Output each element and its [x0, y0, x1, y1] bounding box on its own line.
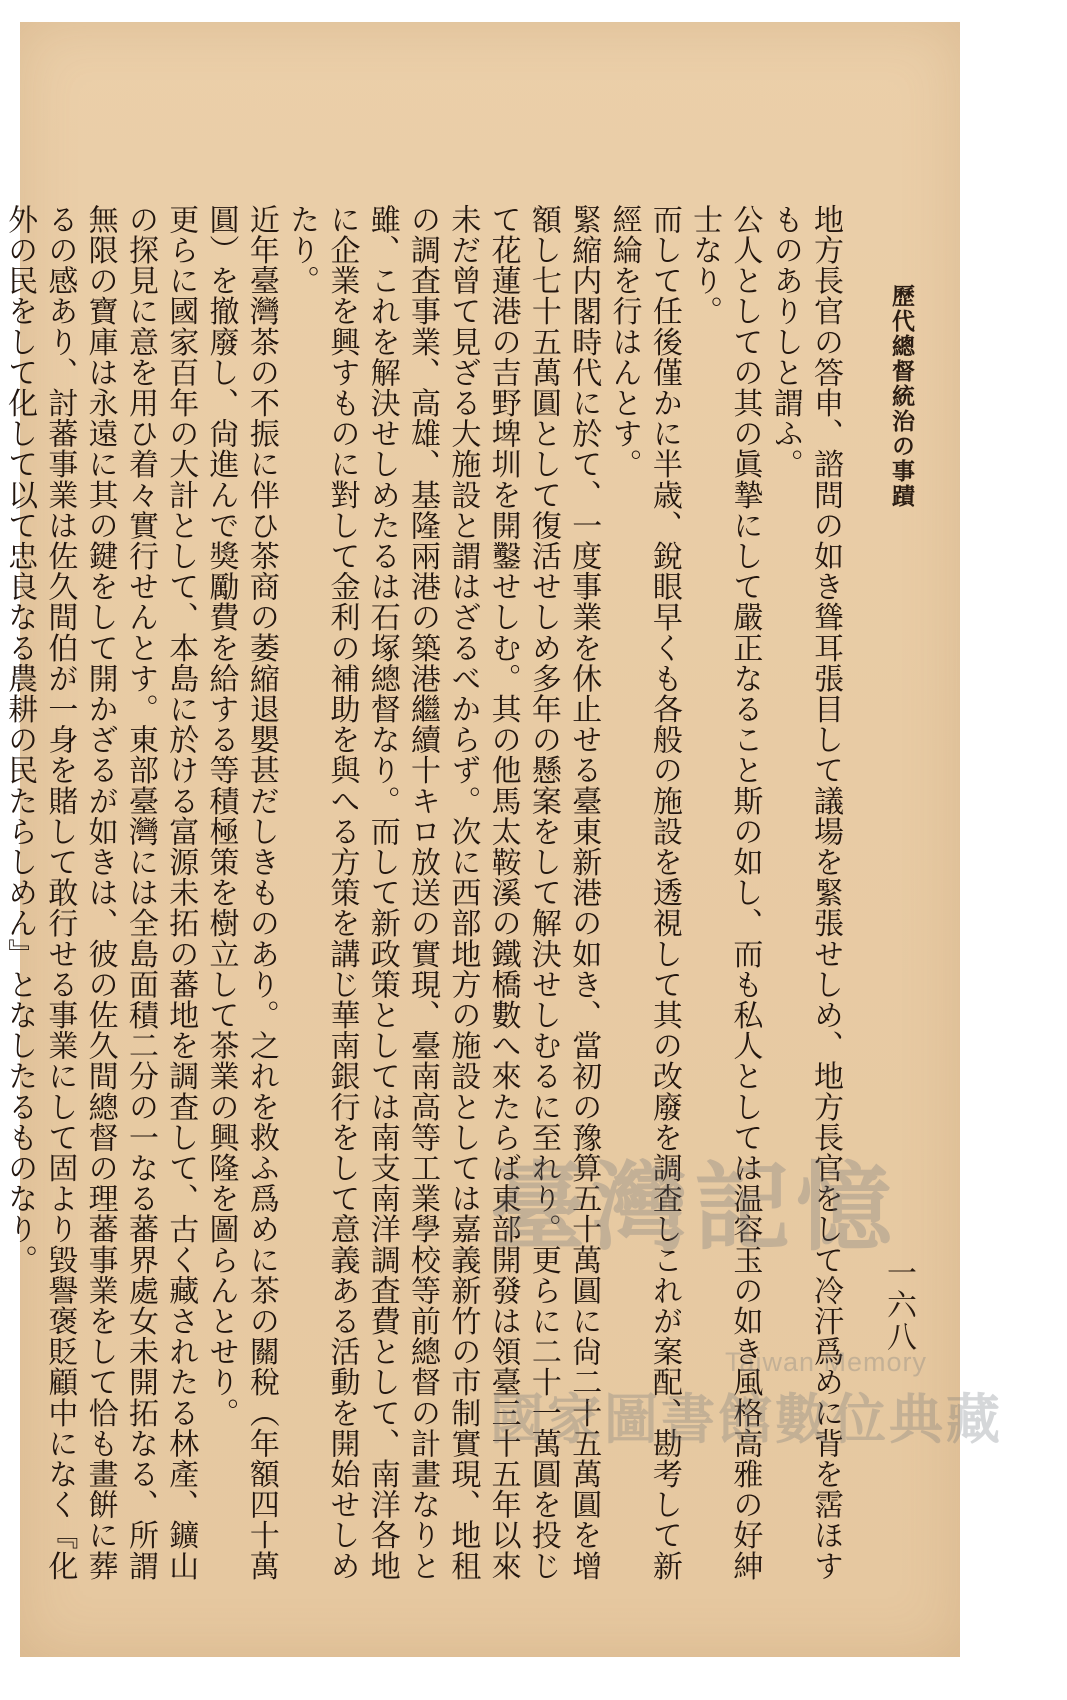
paragraph: 近年臺灣茶の不振に伴ひ茶商の萎縮退嬰甚だしきものあり。之れを救ふ爲めに茶の關稅（年額四十萬圓）を撤廢し、尙進んで獎勵費を給する等積極策を樹立して茶業の興隆を圖らんとせり。 — [203, 204, 279, 1581]
watermark-org: 國家圖書館數位典藏 — [490, 1387, 1003, 1451]
book-page — [2, 22, 1003, 1657]
paragraph: 更らに國家百年の大計として、本島に於ける富源未拓の蕃地を調査して、古く藏されたる林產、鑛山の探見に意を用ひ着々實行せんとす。東部臺灣には全島面積二分の一なる蕃界處女未開拓なる、所謂無限の寶庫は永遠に其の鍵をして開かざるが如きは、彼の佐久間總督の理蕃事業をして恰も畫餠に葬るの感あり、討蕃事業は佐久間伯が一身を賭して敢行せる事業にして固より毀譽褒貶顧中になく『化外の民をして化して以て忠良なる農耕の民たらしめん』となしたるものなり。 — [2, 204, 199, 1581]
page-number: 一六八 — [881, 1257, 916, 1353]
paragraph: 而して任後僅かに半歳、銳眼早くも各般の施設を透視して其の改廢を調査しこれが案配、勘考して新經綸を行はんとす。 緊縮内閣時代に於て、一度事業を休止せる臺東新港の如き、當初の豫算五十萬圓に尙二十五萬圓を增額し七十五萬圓として復活せしめ多年の懸案をして解決せしむるに至れり。更らに二十一萬圓を投じて花蓮港の吉野埤圳を開鑿せしむ。其の他馬太鞍溪の鐵橋數へ來たらば東部開發は領臺三十五年以來未だ曾て見ざる大施設と謂はざるべからず。次に西部地方の施設としては嘉義新竹の市制實現、地租の調査事業、高雄、基隆兩港の築港繼續十キロ放送の實現、臺南高等工業學校等前總督の計畫なりと雖、これを解決せしめたるは石塚總督なり。而して新政策としては南支南洋調査費として、南洋各地に企業を興すものに對して金利の補助を與へる方策を講じ華南銀行をして意義ある活動を開始せしめたり。 — [284, 204, 682, 1581]
watermark-title: 臺灣記憶 — [490, 1151, 898, 1264]
paragraph: 地方長官の答申、諮問の如き聳耳張目して議場を緊張せしめ、地方長官をして冷汗爲めに背を霑ほすものありしと謂ふ。 公人としての其の眞摯にして嚴正なること斯の如し、而も私人としては温容玉の如き風格高雅の好紳士なり。 — [687, 204, 843, 1581]
watermark-english: Taiwan Memory — [725, 1347, 928, 1377]
running-title: 歷代總督統治の事蹟 — [888, 284, 915, 509]
body-text — [2, 204, 845, 1604]
